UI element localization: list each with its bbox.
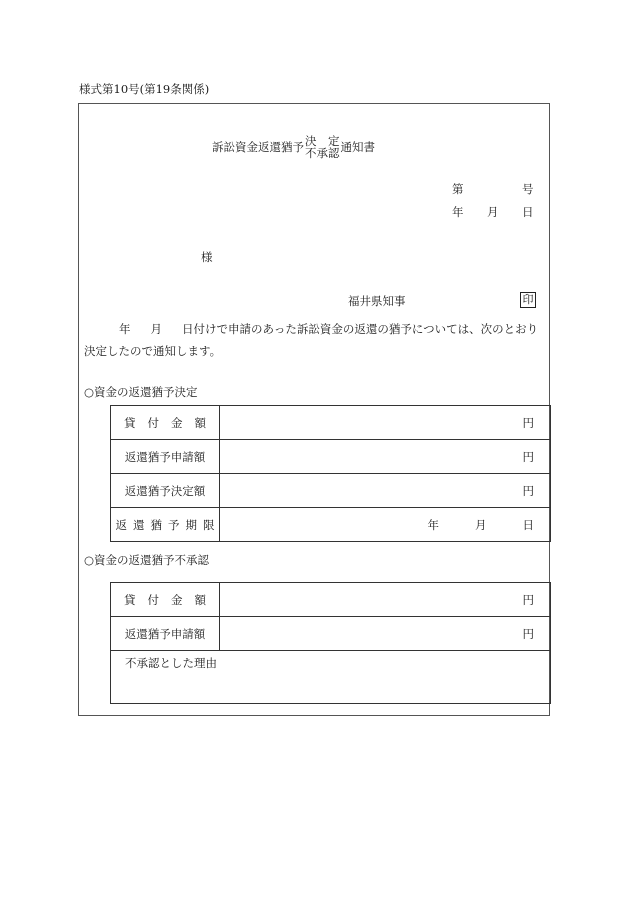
seal-mark	[520, 292, 536, 308]
body-month: 月	[150, 322, 162, 336]
row-value-field[interactable]: 円	[220, 583, 551, 617]
row-value-field[interactable]: 円	[220, 406, 551, 440]
row-value-field[interactable]: 円	[220, 440, 551, 474]
row-label: 返還猶予決定額	[111, 474, 220, 508]
addressee-suffix: 様	[201, 250, 213, 264]
doc-date-day: 日	[522, 205, 534, 219]
doc-date-month: 月	[487, 205, 499, 219]
table-row	[111, 440, 551, 474]
row-date-field[interactable]: 年 月 日	[220, 508, 551, 542]
table-row	[111, 474, 551, 508]
form-number-label: 様式第10号(第19条関係)	[79, 82, 210, 96]
row-label: 貸付金額	[111, 583, 220, 617]
body-year: 年	[119, 322, 131, 336]
section-rejection-heading: ○資金の返還猶予不承認	[84, 553, 210, 567]
row-value-field[interactable]: 円	[220, 474, 551, 508]
row-label: 返還猶予期限	[111, 508, 220, 542]
rejection-reason-field[interactable]	[111, 651, 551, 704]
row-label: 貸付金額	[111, 406, 220, 440]
issuer-name: 福井県知事	[348, 294, 406, 308]
table-row	[111, 406, 551, 440]
row-label: 返還猶予申請額	[111, 617, 220, 651]
table-row	[111, 651, 551, 704]
body-line1-rest: 日付けで申請のあった訴訟資金の返還の猶予については、次のとおり	[182, 322, 539, 336]
rejection-reason-label: 不承認とした理由	[125, 656, 217, 670]
doc-number-dai: 第	[452, 182, 464, 196]
notice-body	[84, 318, 546, 362]
table-row	[111, 508, 551, 542]
table-row	[111, 617, 551, 651]
table-row	[111, 583, 551, 617]
doc-date-year: 年	[452, 205, 464, 219]
title-prefix: 訴訟資金返還猶予	[212, 140, 304, 154]
decision-table	[110, 405, 551, 542]
title-options	[305, 135, 340, 159]
title-suffix: 通知書	[340, 140, 375, 154]
row-value-field[interactable]: 円	[220, 617, 551, 651]
title-option-decision: 決 定	[305, 134, 340, 148]
section-decision-heading: ○資金の返還猶予決定	[84, 385, 198, 399]
title-option-rejection: 不承認	[305, 146, 340, 160]
rejection-table	[110, 582, 551, 704]
document-title	[212, 132, 375, 162]
body-line2: 決定したので通知します。	[84, 344, 222, 358]
doc-number-go: 号	[522, 182, 534, 196]
row-label: 返還猶予申請額	[111, 440, 220, 474]
seal-box: 印	[520, 292, 536, 308]
